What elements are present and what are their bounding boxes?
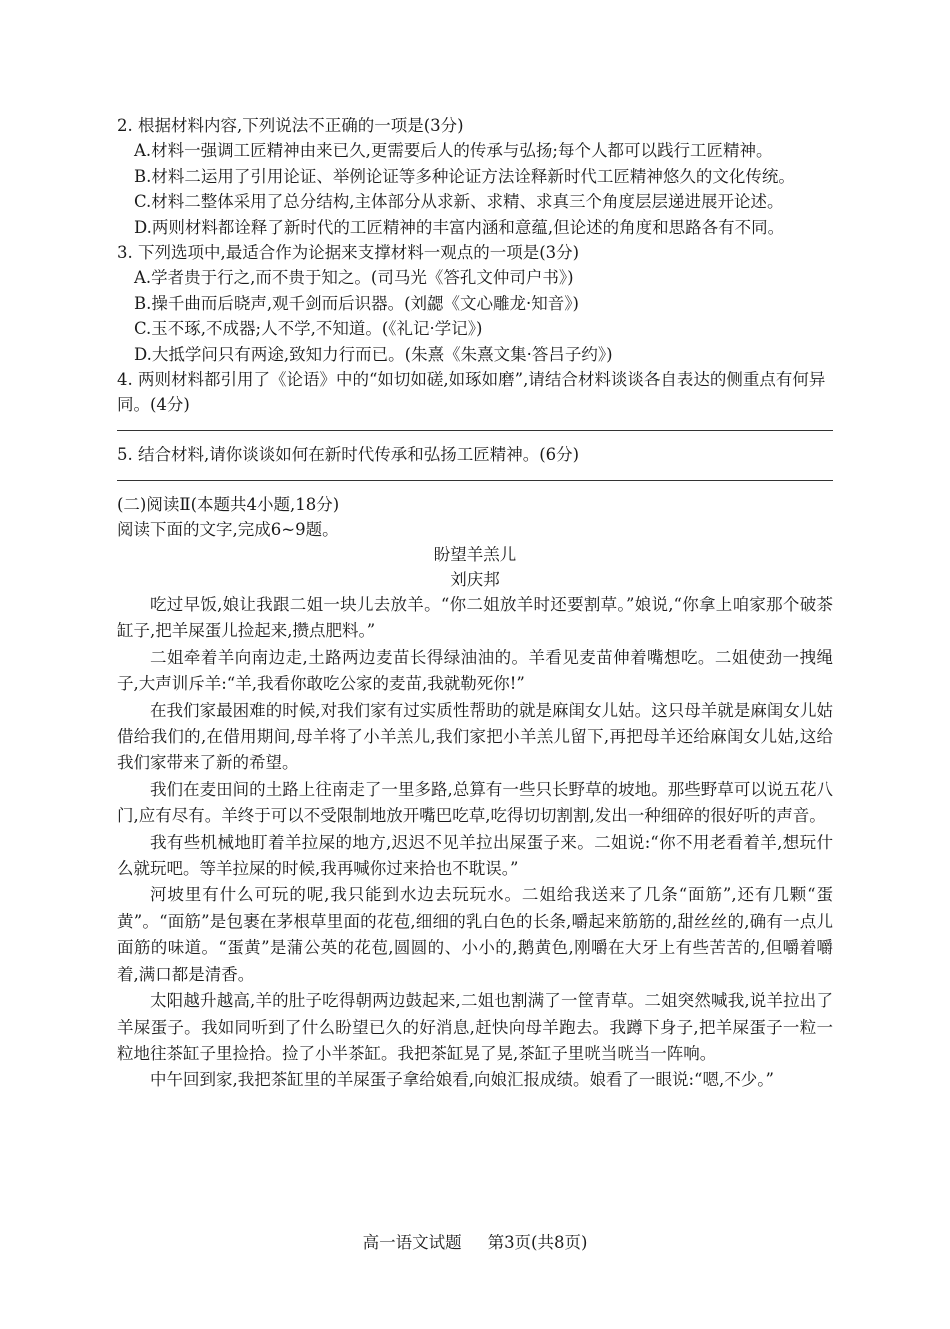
question-2-option-a: A.材料一强调工匠精神由来已久,更需要后人的传承与弘扬;每个人都可以践行工匠精神。 [134, 141, 773, 160]
question-3-option-d: D.大抵学问只有两途,致知力行而已。(朱熹《朱熹文集·答吕子约》) [134, 344, 613, 364]
question-3 [117, 240, 833, 367]
article-paragraph: 河坡里有什么可玩的呢,我只能到水边去玩玩水。二姐给我送来了几条“面筋”,还有几颗“蛋黄”。“面筋”是包裹在茅根草里面的花苞,细细的乳白色的长条,嚼起来筋筋的,甜丝丝的,确有一点儿面筋的味道。“蛋黄”是蒲公英的花苞,圆圆的、小小的,鹅黄色,刚嚼在大牙上有些苦苦的,但嚼着嚼着,满口都是清香。 [117, 885, 833, 984]
article-author: 刘庆邦 [450, 570, 500, 589]
answer-line-5 [117, 480, 833, 481]
footer-exam-title: 高一语文试题 [362, 1233, 462, 1252]
question-4-stem: 4. 两则材料都引用了《论语》中的“如切如磋,如琢如磨”,请结合材料谈谈各自表达的侧重点有何异同。(4分) [117, 370, 826, 414]
page-content [117, 113, 833, 1094]
section-title: (二)阅读Ⅱ(本题共4小题,18分) [117, 495, 340, 514]
question-3-stem: 3. 下列选项中,最适合作为论据来支撑材料一观点的一项是(3分) [117, 243, 580, 262]
article-paragraph: 吃过早饭,娘让我跟二姐一块儿去放羊。“你二姐放羊时还要割草。”娘说,“你拿上咱家那个破茶缸子,把羊屎蛋儿捡起来,攒点肥料。” [117, 595, 833, 641]
article-paragraph: 在我们家最困难的时候,对我们家有过实质性帮助的就是麻闺女儿姑。这只母羊就是麻闺女儿姑借给我们的,在借用期间,母羊将了小羊羔儿,我们家把小羊羔儿留下,再把母羊还给麻闺女儿姑,这给我们家带来了新的希望。 [117, 700, 833, 773]
question-5 [117, 442, 833, 481]
question-5-stem: 5. 结合材料,请你谈谈如何在新时代传承和弘扬工匠精神。(6分) [117, 445, 580, 464]
footer-page-number: 第3页(共8页) [487, 1233, 588, 1252]
question-2-option-c: C.材料二整体采用了总分结构,主体部分从求新、求精、求真三个角度层层递进展开论述。 [134, 192, 784, 211]
article-paragraph: 太阳越升越高,羊的肚子吃得朝两边鼓起来,二姐也割满了一筐青草。二姐突然喊我,说羊拉出了羊屎蛋子。我如同听到了什么盼望已久的好消息,赶快向母羊跑去。我蹲下身子,把羊屎蛋子一粒一粒地往茶缸子里捡拾。捡了小半茶缸。我把茶缸晃了晃,茶缸子里咣当咣当一阵响。 [117, 991, 833, 1063]
question-2-stem: 2. 根据材料内容,下列说法不正确的一项是(3分) [117, 116, 464, 135]
reading-section [117, 492, 833, 1094]
article-paragraph: 我有些机械地盯着羊拉屎的地方,迟迟不见羊拉出屎蛋子来。二姐说:“你不用老看着羊,想玩什么就玩吧。等羊拉屎的时候,我再喊你过来拾也不耽误。” [117, 832, 833, 879]
article-paragraph: 中午回到家,我把茶缸里的羊屎蛋子拿给娘看,向娘汇报成绩。娘看了一眼说:“嗯,不少。” [150, 1070, 774, 1090]
article-paragraph: 二姐牵着羊向南边走,土路两边麦苗长得绿油油的。羊看见麦苗伸着嘴想吃。二姐使劲一拽绳子,大声训斥羊:“羊,我看你敢吃公家的麦苗,我就勒死你!” [117, 647, 833, 694]
question-3-option-b: B.操千曲而后晓声,观千剑而后识器。(刘勰《文心雕龙·知音》) [134, 293, 579, 313]
article-title: 盼望羊羔儿 [433, 545, 517, 564]
article-paragraph: 我们在麦田间的土路上往南走了一里多路,总算有一些只长野草的坡地。那些野草可以说五花八门,应有尽有。羊终于可以不受限制地放开嘴巴吃草,吃得切切割割,发出一种细碎的很好听的声音。 [117, 779, 833, 826]
question-2 [117, 113, 833, 240]
question-4 [117, 367, 833, 431]
question-2-option-d: D.两则材料都诠释了新时代的工匠精神的丰富内涵和意蕴,但论述的角度和思路各有不同。 [134, 217, 785, 237]
question-2-option-b: B.材料二运用了引用论证、举例论证等多种论证方法诠释新时代工匠精神悠久的文化传统。 [134, 166, 795, 186]
question-3-option-c: C.玉不琢,不成器;人不学,不知道。(《礼记·学记》) [134, 319, 483, 338]
section-instruction: 阅读下面的文字,完成6~9题。 [117, 520, 339, 539]
question-3-option-a: A.学者贵于行之,而不贵于知之。(司马光《答孔文仲司户书》) [134, 268, 574, 287]
page-footer [0, 1230, 950, 1255]
answer-line-4 [117, 430, 833, 431]
